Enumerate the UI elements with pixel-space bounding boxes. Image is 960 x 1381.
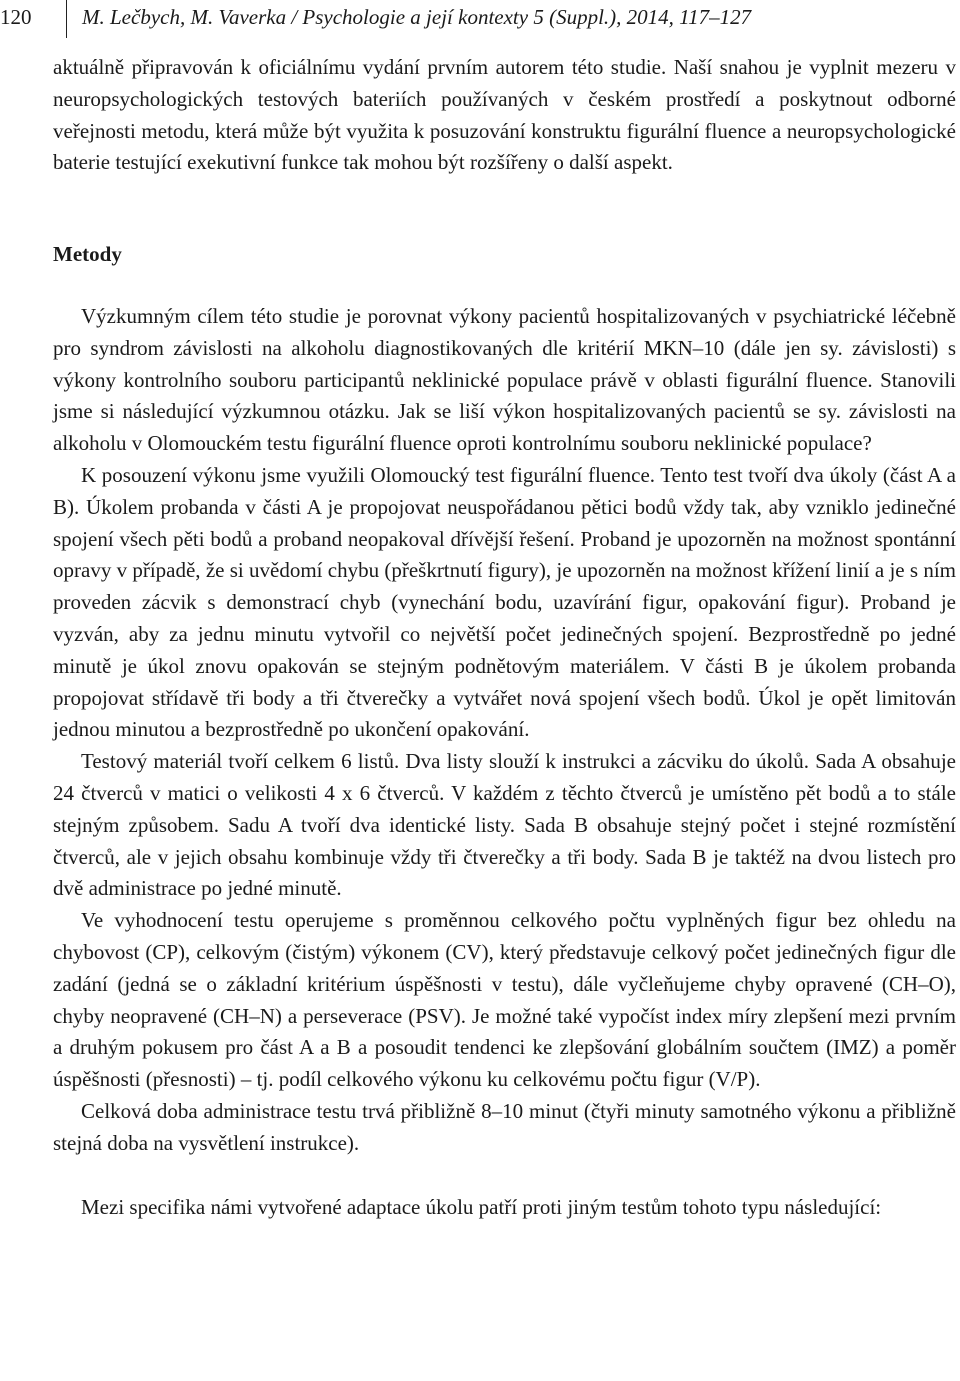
section-spacer bbox=[53, 179, 956, 239]
methods-paragraph-3: Testový materiál tvoří celkem 6 listů. Dva listy slouží k instrukci a zácviku do úkolů. Sada A obsahuje 24 čtverců v matici o velikosti 4 x 6 čtverců. V každém z těchto čtverců je umístěno pět bodů a to stále stejným způsobem. Sadu A tvoří dva identické listy. Sada B obsahuje stejný počet i stejné rozmístění čtverců, ale v jejich obsahu kombinuje vždy tři čtverečky a tři body. Sada B je taktéž na dvou listech pro dvě administrace po jedné minutě. bbox=[53, 749, 956, 901]
header-divider bbox=[66, 0, 67, 38]
methods-paragraph-5: Celková doba administrace testu trvá přibližně 8–10 minut (čtyři minuty samotného výkonu a přibližně stejná doba na vysvětlení instrukce). bbox=[53, 1098, 956, 1155]
running-head: M. Lečbych, M. Vaverka / Psychologie a její kontexty 5 (Suppl.), 2014, 117–127 bbox=[82, 5, 752, 29]
page-header bbox=[0, 0, 960, 40]
methods-paragraph-4: Ve vyhodnocení testu operujeme s proměnnou celkového počtu vyplněných figur bez ohledu na chybovost (CP), celkovým (čistým) výkonem (CV), který představuje celkový počet jedinečných figur dle zadání (jedná se o základní kritérium úspěšnosti v testu), dále vyčleňujeme chyby opravené (CH–O), chyby neopravené (CH–N) a perseverace (PSV). Je možné také vypočíst index míry zlepšení mezi prvním a druhým pokusem pro část A a B a posoudit tendenci ke zlepšování globálním součtem (IMZ) a poměr úspěšnosti (přesnosti) – tj. podíl celkového výkonu ku celkovému počtu figur (V/P). bbox=[53, 908, 956, 1092]
methods-paragraph-6: Mezi specifika námi vytvořené adaptace úkolu patří proti jiným testům tohoto typu následující: bbox=[81, 1194, 882, 1219]
section-heading-methods: Metody bbox=[53, 242, 122, 267]
section-spacer bbox=[53, 1160, 956, 1192]
methods-paragraph-1: Výzkumným cílem této studie je porovnat výkony pacientů hospitalizovaných v psychiatrické léčebně pro syndrom závislosti na alkoholu diagnostikovaných dle kritérií MKN–10 (dále jen sy. závislosti) s výkony kontrolního souboru participantů neklinické populace právě v oblasti figurální fluence. Stanovili jsme si následující výzkumnou otázku. Jak se liší výkon hospitalizovaných pacientů se sy. závislosti na alkoholu v Olomouckém testu figurální fluence oproti kontrolnímu souboru neklinické populace? bbox=[53, 303, 956, 456]
page-number: 120 bbox=[0, 5, 32, 29]
article-body bbox=[53, 52, 956, 1223]
section-spacer bbox=[53, 271, 956, 301]
intro-paragraph: aktuálně připravován k oficiálnímu vydání prvním autorem této studie. Naší snahou je vyplnit mezeru v neuropsychologických testových bateriích používaných v českém prostředí a poskytnout odborné veřejnosti metodu, která může být využita k posuzování konstruktu figurální fluence a neuropsychologické baterie testující exekutivní funkce tak mohou být rozšířeny o další aspekt. bbox=[53, 55, 956, 175]
methods-paragraph-2: K posouzení výkonu jsme využili Olomoucký test figurální fluence. Tento test tvoří dva úkoly (část A a B). Úkolem probanda v části A je propojovat neuspořádanou pětici bodů vždy tak, aby vzniklo jedinečné spojení všech pěti bodů a proband neopakoval dřívější řešení. Proband je upozorněn na možnost spontánní opravy v případě, že si uvědomí chybu (přeškrtnutí figury), je upozorněn na možnost křížení linií a je s ním proveden zácvik s demonstrací chyb (vynechání bodu, uzavírání figur, opakování figur). Proband je vyzván, aby za jednu minutu vytvořil co největší počet jedinečných spojení. Bezprostředně po jedné minutě je úkol znovu opakován se stejným podnětovým materiálem. V části B je úkolem probanda propojovat střídavě tři body a tři čtverečky a vytvářet nová spojení všech bodů. Úkol je opět limitován jednou minutou a bezprostředně po ukončení opakování. bbox=[53, 462, 956, 742]
